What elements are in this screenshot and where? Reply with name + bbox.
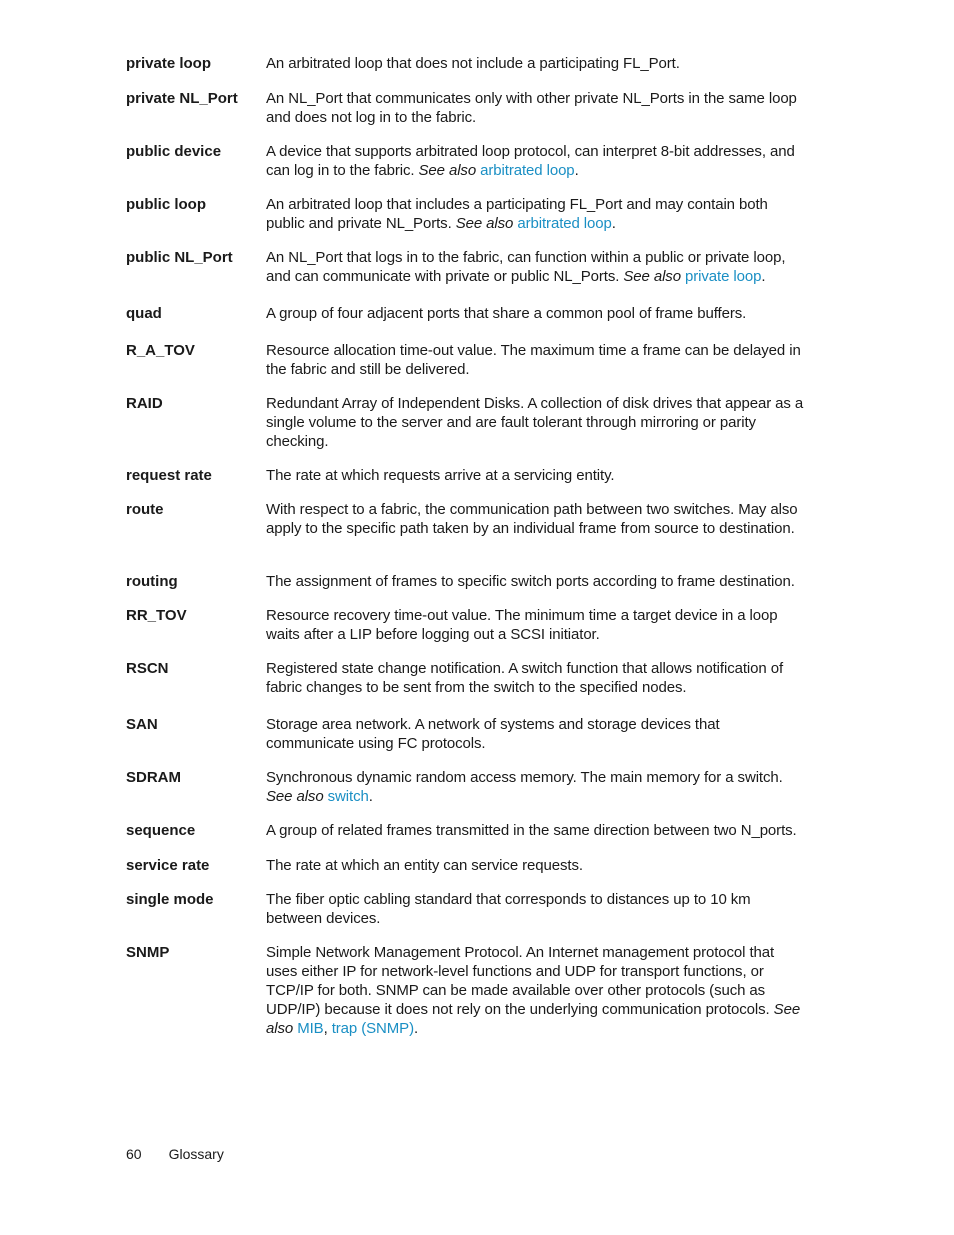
glossary-term: R_A_TOV <box>126 342 195 359</box>
glossary-definition <box>266 572 804 591</box>
glossary-definition <box>266 606 804 644</box>
glossary-term: quad <box>126 305 162 322</box>
definition-text: Simple Network Management Protocol. An Internet management protocol that uses either IP for network-level functions and UDP for transport functions, or TCP/IP for both. SNMP can be made available over other protocols (such as UDP/IP) because it does not rely on the underlying communication protocols. <box>266 944 775 1018</box>
glossary-definition <box>266 341 804 379</box>
glossary-definition <box>266 821 804 840</box>
definition-text: The rate at which requests arrive at a servicing entity. <box>266 467 615 484</box>
glossary-term: route <box>126 501 164 518</box>
glossary-definition <box>266 856 804 875</box>
glossary-term: private NL_Port <box>126 90 238 107</box>
glossary-definition <box>266 500 804 538</box>
glossary-definition <box>266 659 804 697</box>
glossary-term: service rate <box>126 857 210 874</box>
glossary-term: sequence <box>126 822 196 839</box>
glossary-term: public loop <box>126 196 206 213</box>
definition-text: Resource recovery time-out value. The minimum time a target device in a loop waits after a LIP before logging out a SCSI initiator. <box>266 607 778 643</box>
glossary-term: SDRAM <box>126 769 181 786</box>
definition-text: . <box>368 788 373 805</box>
definition-text: The rate at which an entity can service requests. <box>266 857 583 874</box>
definition-text: Registered state change notification. A switch function that allows notification of fabric changes to be sent from the switch to the specified nodes. <box>266 660 784 696</box>
definition-text: A group of related frames transmitted in the same direction between two N_ports. <box>266 822 797 839</box>
definition-text: . <box>761 268 766 285</box>
definition-text: . <box>574 162 579 179</box>
definition-text: . <box>413 1020 419 1037</box>
glossary-term: public NL_Port <box>126 249 233 266</box>
definition-text: Resource allocation time-out value. The maximum time a frame can be delayed in the fabric and still be delivered. <box>266 342 801 378</box>
glossary-term: SNMP <box>126 944 170 961</box>
definition-text: Redundant Array of Independent Disks. A collection of disk drives that appear as a single volume to the server and are fault tolerant through mirroring or parity checking. <box>266 395 804 450</box>
glossary-definition <box>266 248 804 286</box>
cross-reference-link[interactable]: trap (SNMP) <box>331 1020 414 1037</box>
glossary-definition <box>266 54 804 73</box>
definition-text: An arbitrated loop that includes a participating FL_Port and may contain both public and private NL_Ports. <box>266 196 768 232</box>
glossary-definition <box>266 142 804 180</box>
see-also-label: See also <box>455 215 514 232</box>
glossary-definition <box>266 715 804 753</box>
glossary-term: request rate <box>126 467 212 484</box>
cross-reference-link[interactable]: switch <box>327 788 369 805</box>
cross-reference-link[interactable]: MIB <box>297 1020 324 1037</box>
glossary-definition <box>266 394 804 451</box>
glossary-definition <box>266 466 804 485</box>
definition-text: Storage area network. A network of systems and storage devices that communicate using FC protocols. <box>266 716 720 752</box>
page-footer <box>126 1145 224 1163</box>
definition-text: The assignment of frames to specific switch ports according to frame destination. <box>266 573 795 590</box>
glossary-term: private loop <box>126 55 212 72</box>
definition-text: An NL_Port that logs in to the fabric, can function within a public or private loop, and can communicate with private or public NL_Ports. <box>266 249 786 285</box>
cross-reference-link[interactable]: arbitrated loop <box>480 162 575 179</box>
definition-text: An arbitrated loop that does not include a participating FL_Port. <box>266 55 680 72</box>
definition-text: With respect to a fabric, the communication path between two switches. May also apply to the specific path taken by an individual frame from source to destination. <box>266 501 798 537</box>
see-also-label: See also <box>418 162 477 179</box>
glossary-definition <box>266 195 804 233</box>
cross-reference-link[interactable]: arbitrated loop <box>517 215 612 232</box>
page-number: 60 <box>126 1146 142 1162</box>
glossary-definition <box>266 89 804 127</box>
glossary-term: single mode <box>126 891 214 908</box>
section-name: Glossary <box>168 1146 224 1162</box>
cross-reference-link[interactable]: private loop <box>685 268 762 285</box>
glossary-definition <box>266 768 804 806</box>
see-also-label: See also <box>266 1001 801 1037</box>
glossary-definition <box>266 304 804 323</box>
definition-text: A group of four adjacent ports that share a common pool of frame buffers. <box>266 305 747 322</box>
definition-text: , <box>323 1020 332 1037</box>
glossary-term: RR_TOV <box>126 607 187 624</box>
glossary-term: public device <box>126 143 222 160</box>
glossary-term: SAN <box>126 716 158 733</box>
definition-text: The fiber optic cabling standard that corresponds to distances up to 10 km between devices. <box>266 891 751 927</box>
definition-text: Synchronous dynamic random access memory. The main memory for a switch. <box>266 769 783 786</box>
definition-text: An NL_Port that communicates only with other private NL_Ports in the same loop and does not log in to the fabric. <box>266 90 797 126</box>
glossary-term: routing <box>126 573 178 590</box>
glossary-term: RAID <box>126 395 163 412</box>
glossary-term: RSCN <box>126 660 169 677</box>
definition-text: A device that supports arbitrated loop protocol, can interpret 8-bit addresses, and can log in to the fabric. <box>266 143 795 179</box>
glossary-definition <box>266 890 804 928</box>
definition-text: . <box>611 215 616 232</box>
see-also-label: See also <box>266 788 324 805</box>
see-also-label: See also <box>623 268 681 285</box>
glossary-definition <box>266 943 804 1038</box>
